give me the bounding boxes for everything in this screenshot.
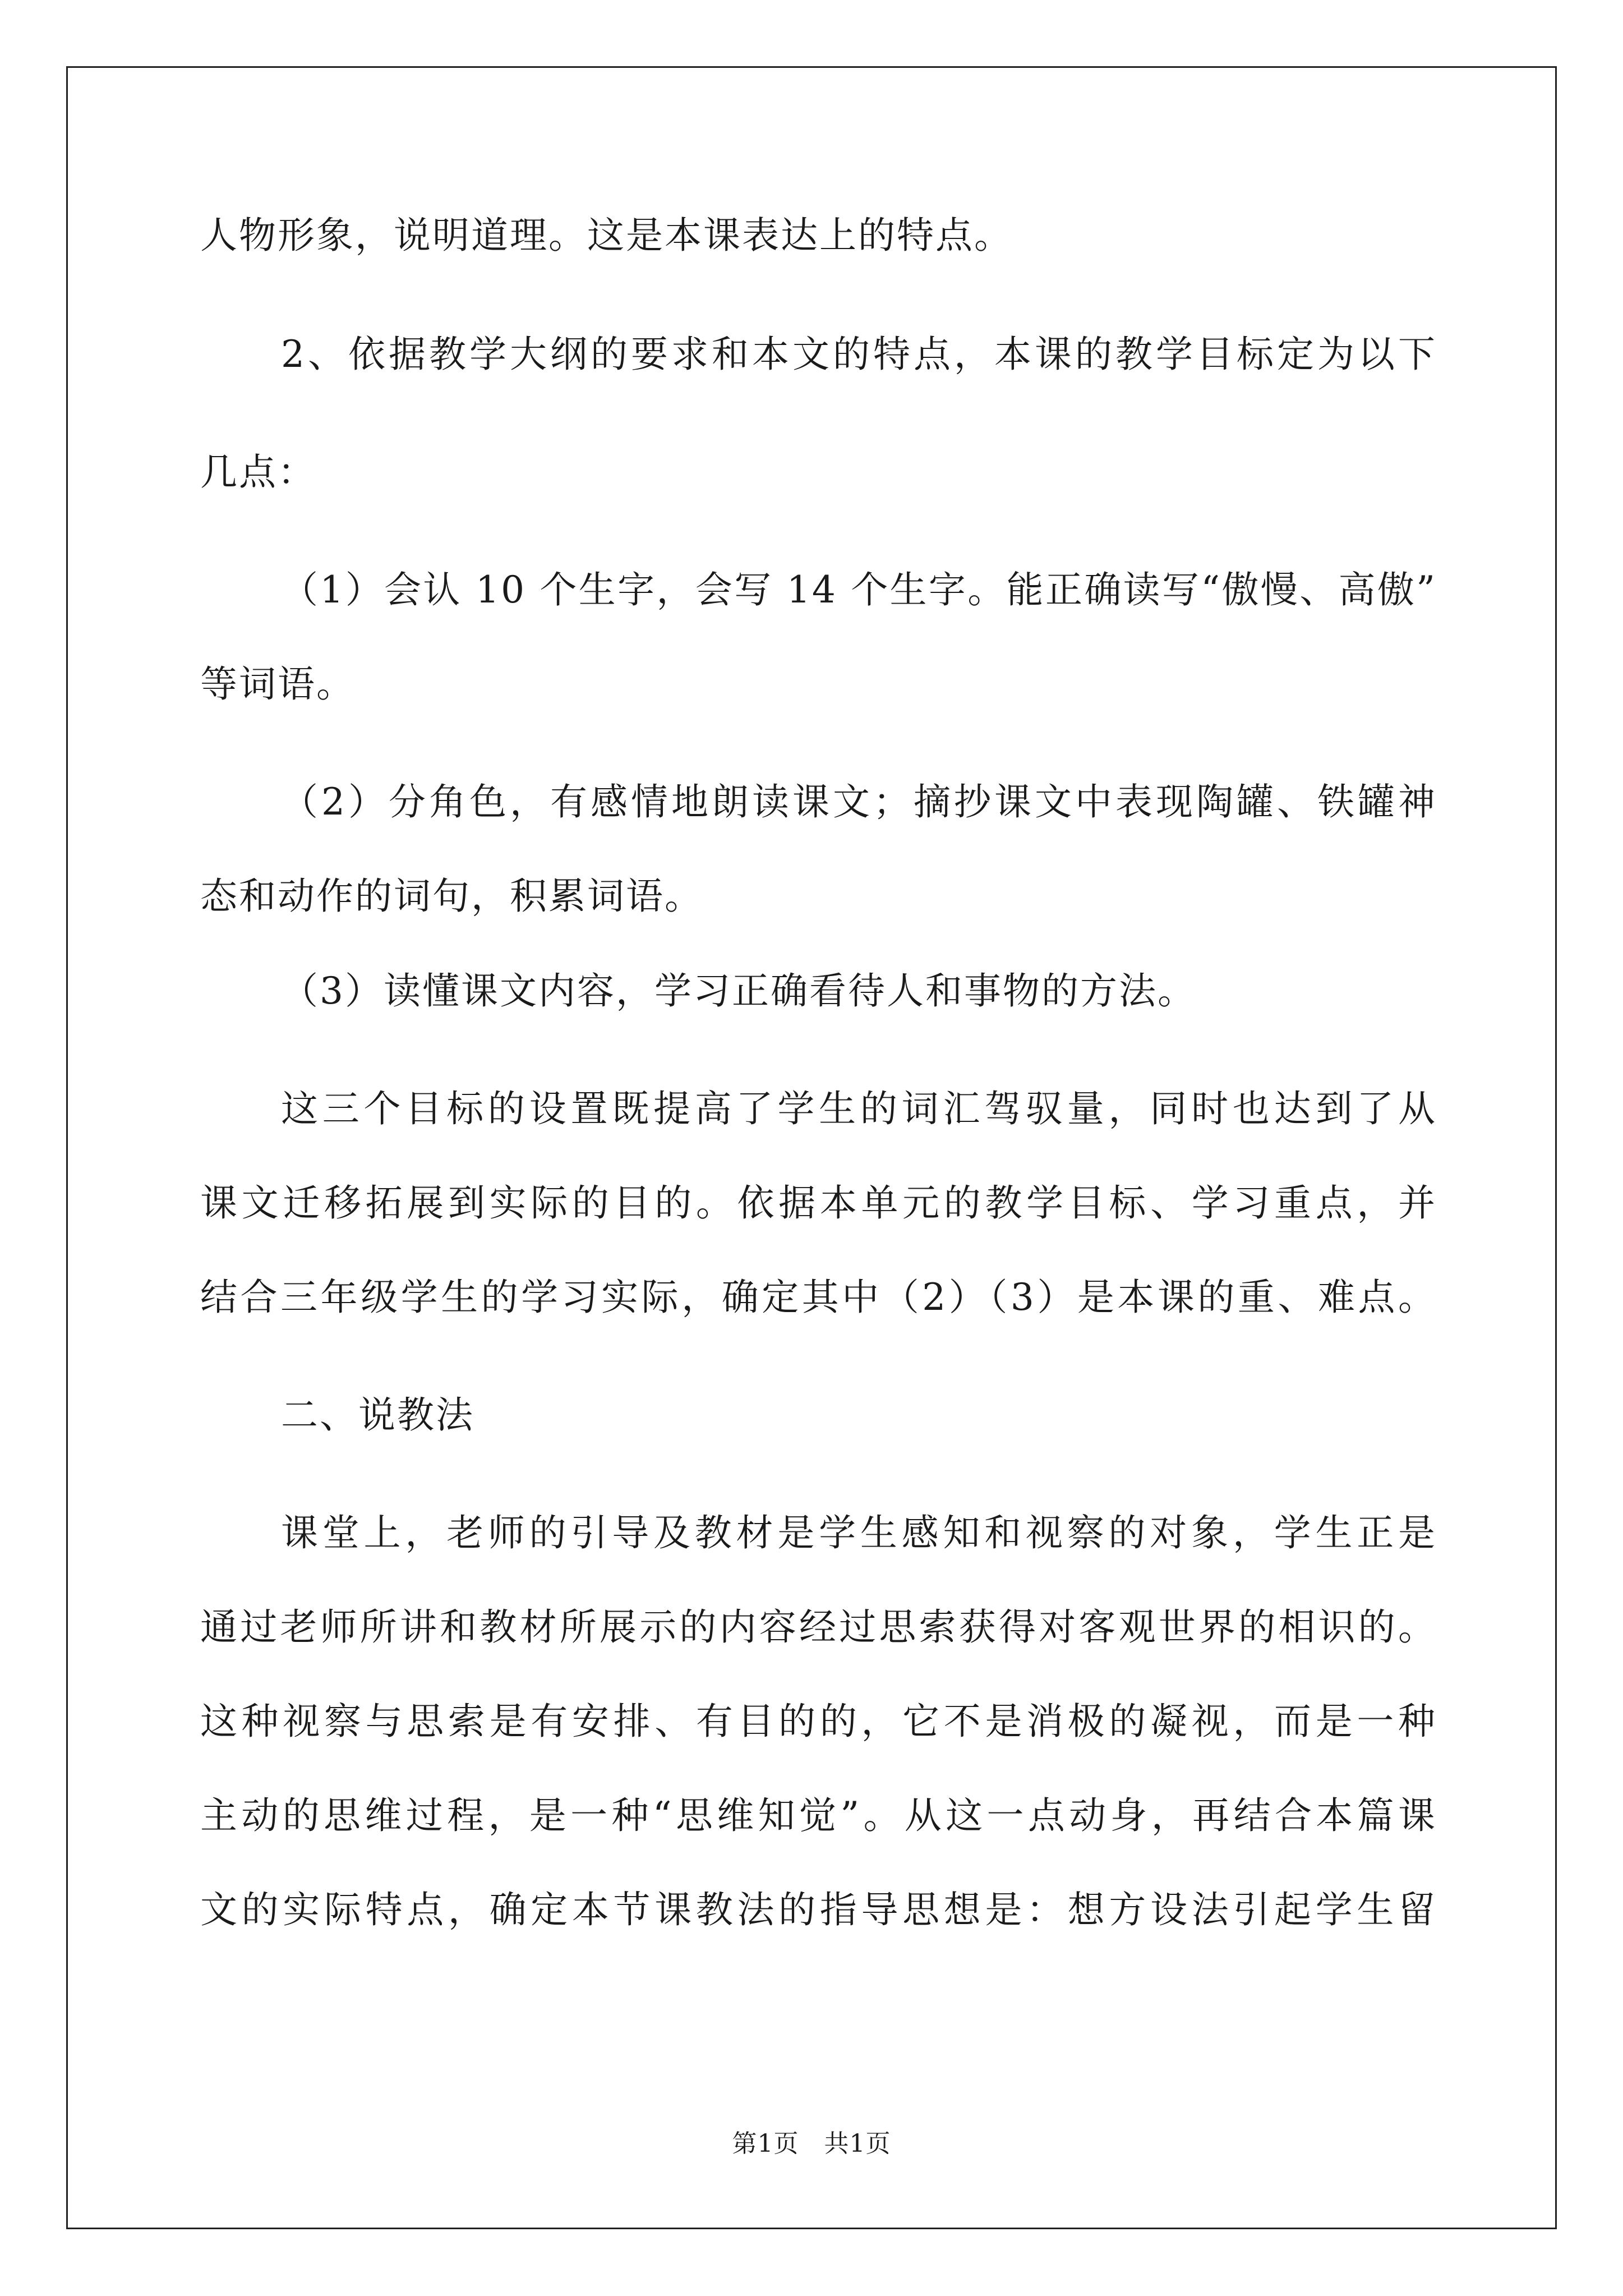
text-line-9: 这三个目标的设置既提高了学生的词汇驾驭量，同时也达到了从	[281, 1087, 1437, 1130]
text-line-11: 结合三年级学生的学习实际，确定其中（2）（3）是本课的重、难点。	[200, 1276, 1437, 1319]
text-line-14: 通过老师所讲和教材所展示的内容经过思索获得对客观世界的相识的。	[200, 1605, 1437, 1649]
text-line-16: 主动的思维过程，是一种“思维知觉”。从这一点动身，再结合本篇课	[200, 1794, 1437, 1837]
text-line-2: 2、依据教学大纲的要求和本文的特点，本课的教学目标定为以下	[281, 333, 1437, 376]
text-line-5: 等词语。	[200, 662, 355, 706]
text-line-15: 这种视察与思索是有安排、有目的的，它不是消极的凝视，而是一种	[200, 1700, 1437, 1743]
text-line-10: 课文迁移拓展到实际的目的。依据本单元的教学目标、学习重点，并	[200, 1181, 1437, 1225]
text-line-8: （3）读懂课文内容，学习正确看待人和事物的方法。	[281, 969, 1196, 1013]
text-line-6: （2）分角色，有感情地朗读课文；摘抄课文中表现陶罐、铁罐神	[281, 780, 1437, 823]
text-line-7: 态和动作的词句，积累词语。	[200, 875, 703, 918]
text-line-1: 人物形象，说明道理。这是本课表达上的特点。	[200, 214, 1013, 257]
text-line-3: 几点：	[200, 450, 316, 494]
text-line-4: （1）会认 10 个生字，会写 14 个生字。能正确读写“傲慢、高傲”	[281, 568, 1437, 611]
page-footer: 第1页 共1页	[732, 2129, 891, 2158]
text-line-17: 文的实际特点，确定本节课教法的指导思想是：想方设法引起学生留	[200, 1888, 1437, 1931]
text-line-13: 课堂上，老师的引导及教材是学生感知和视察的对象，学生正是	[281, 1511, 1437, 1554]
section-heading: 二、说教法	[281, 1393, 474, 1437]
